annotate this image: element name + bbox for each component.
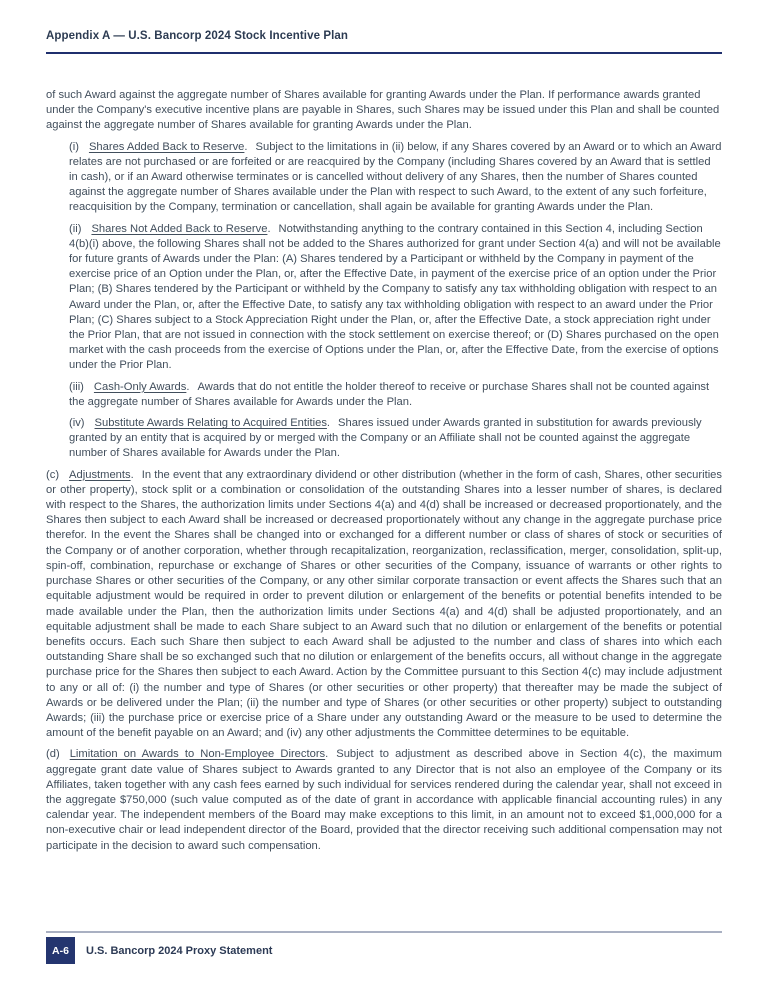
page-header	[46, 30, 722, 54]
subsection-ii	[69, 222, 722, 374]
subsection-iv	[69, 416, 722, 462]
subsection-iv-title: Substitute Awards Relating to Acquired Entities	[94, 417, 327, 430]
subsection-i-period: .	[244, 140, 248, 153]
section-c-period: .	[130, 468, 134, 481]
subsection-iii-title: Cash-Only Awards	[93, 380, 187, 393]
section-c-title: Adjustments	[69, 468, 131, 481]
appendix-title: Appendix A — U.S. Bancorp 2024 Stock Incentive Plan	[46, 30, 349, 42]
section-c-marker: (c)	[46, 468, 60, 481]
subsection-iv-period: .	[326, 417, 331, 430]
subsection-iii	[69, 380, 722, 410]
footer-divider	[46, 931, 722, 933]
section-d-text: Subject to adjustment as described above in Section 4(c), the maximum aggregate grant date value of Shares subject to Awards granted to any Director that is not also an employee of the Company or its Affiliates, taken together with any cash fees earned by such individual for services rendered during the calendar year, shall not exceed in the aggregate $750,000 (such value computed as of the date of grant in accordance with applicable financial accounting rules) in any calendar year. The independent members of the Board may make exceptions to this limit, in an amount not to exceed $1,000,000 for a non-executive chair or lead independent director of the Board, provided that the director receiving such additional compensation may not participate in the decision to award such compensation.	[46, 748, 722, 852]
proxy-statement-label: U.S. Bancorp 2024 Proxy Statement	[86, 944, 273, 957]
subsection-iv-marker: (iv)	[69, 417, 85, 430]
subsection-i-marker: (i)	[69, 140, 79, 153]
intro-paragraph: of such Award against the aggregate number of Shares available for granting Awards under the Plan. If performance awards granted under the Company's executive incentive plans are payable in Shares, such Shares may be issued under this Plan and shall be counted against the aggregate number of Shares available for granting Awards under the Plan.	[46, 89, 720, 132]
section-c	[46, 468, 722, 742]
subsection-ii-text: Notwithstanding anything to the contrary contained in this Section 4, including Section 4(b)(i) above, the following Shares shall not be added to the Shares authorized for grant under Section 4(a) and will not be available for future grants of Awards under the Plan: (A) Shares tendered by a Participant or withheld by the Company in payment of the exercise price of an Option under the Plan, or, after the Effective Date, in payment of the exercise price of an option under the Prior Plan; (B) Shares tendered by the Participant or withheld by the Company to satisfy any tax withholding obligation with respect to an Award under the Plan, or, after the Effective Date, to satisfy any tax withholding obligation with respect to an award under the Prior Plan; (C) Shares subject to a Stock Appreciation Right under the Plan, or, after the Effective Date, a stock appreciation right under the Prior Plan, that are not issued in connection with the stock settlement on exercise thereof; or (D) Shares purchased on the open market with the cash proceeds from the exercise of Options under the Plan, or, after the Effective Date, from the exercise of options under the Prior Plan.	[69, 222, 721, 372]
section-c-text: In the event that any extraordinary dividend or other distribution (whether in the form of cash, Shares, other securities or other property), stock split or a combination or consolidation of the outstanding Shares into a lesser number of shares, is declared with respect to the Shares, the authorization limits under Sections 4(a) and 4(d) shall be increased or decreased proportionately, and the Shares then subject to each Award shall be increased or decreased proportionately without any change in the aggregate purchase price therefor. In the event the Shares shall be changed into or exchanged for a different number or class of shares of stock or securities of the Company or of another corporation, whether through recapitalization, reorganization, reclassification, merger, consolidation, split-up, spin-off, combination, repurchase or exchange of Shares or other securities of the Company, issuance of warrants or other rights to purchase Shares or other securities of the Company, or any other similar corporate transaction or event affects the Shares such that an equitable adjustment would be required in order to prevent dilution or enlargement of the benefits or potential benefits intended to be made available under the Plan, then the authorization limits under Sections 4(a) and 4(d) shall be adjusted proportionately, and an equitable adjustment shall be made to each Share subject to an Award such that no dilution or enlargement of the benefits or potential benefits occurs. Each such Share then subject to each Award shall be adjusted to the number and class of shares into which each outstanding Share shall be so exchanged such that no dilution or enlargement of the benefits occurs, all without change in the aggregate purchase price for the Shares then subject to each Award. Action by the Committee pursuant to this Section 4(c) may include adjustment to any or all of: (i) the number and type of Shares (or other securities or other property) that thereafter may be made the subject of Awards or be delivered under the Plan; (ii) the number and type of Shares (or other securities or other property) subject to outstanding Awards; (iii) the purchase price or exercise price of a Share under any outstanding Award or the measure to be used to determine the amount of the benefit payable on an Award; and (iv) any other adjustments the Committee determines to be equitable.	[46, 468, 722, 740]
subsection-i-text: Subject to the limitations in (ii) below, if any Shares covered by an Award or to which an Award relates are not purchased or are forfeited or are reacquired by the Company (including Shares covered by an Award that is settled in cash), or if an Award otherwise terminates or is cancelled without delivery of any Shares, then the number of Shares counted against the aggregate number of Shares available under the Plan with respect to such Award, to the extent of any such forfeiture, reacquisition by the Company, termination or cancellation, shall again be available for granting Awards under the Plan.	[69, 140, 722, 214]
subsection-iv-text: Shares issued under Awards granted in substitution for awards previously granted by an entity that is acquired by or merged with the Company or an Affiliate shall not be counted against the aggregate number of Shares available for Awards under the Plan.	[69, 417, 702, 460]
section-d-period: .	[325, 748, 329, 761]
section-d-title: Limitation on Awards to Non-Employee Directors	[69, 748, 326, 761]
page-footer	[46, 931, 722, 964]
subsection-ii-title: Shares Not Added Back to Reserve	[91, 222, 268, 235]
section-d-marker: (d)	[46, 748, 60, 761]
subsection-iii-marker: (iii)	[69, 380, 84, 393]
subsection-ii-marker: (ii)	[69, 222, 82, 235]
subsection-i-title: Shares Added Back to Reserve	[88, 140, 245, 153]
subsection-iii-period: .	[186, 380, 190, 393]
subsection-i	[69, 140, 722, 216]
header-divider	[46, 52, 722, 54]
footer-row	[46, 937, 722, 964]
subsection-iii-text: Awards that do not entitle the holder thereof to receive or purchase Shares shall not be counted against the aggregate number of Shares available for Awards under the Plan.	[69, 380, 710, 408]
section-d	[46, 747, 722, 853]
document-body	[46, 88, 722, 860]
subsection-ii-period: .	[267, 222, 271, 235]
page-number-badge: A-6	[46, 937, 75, 964]
